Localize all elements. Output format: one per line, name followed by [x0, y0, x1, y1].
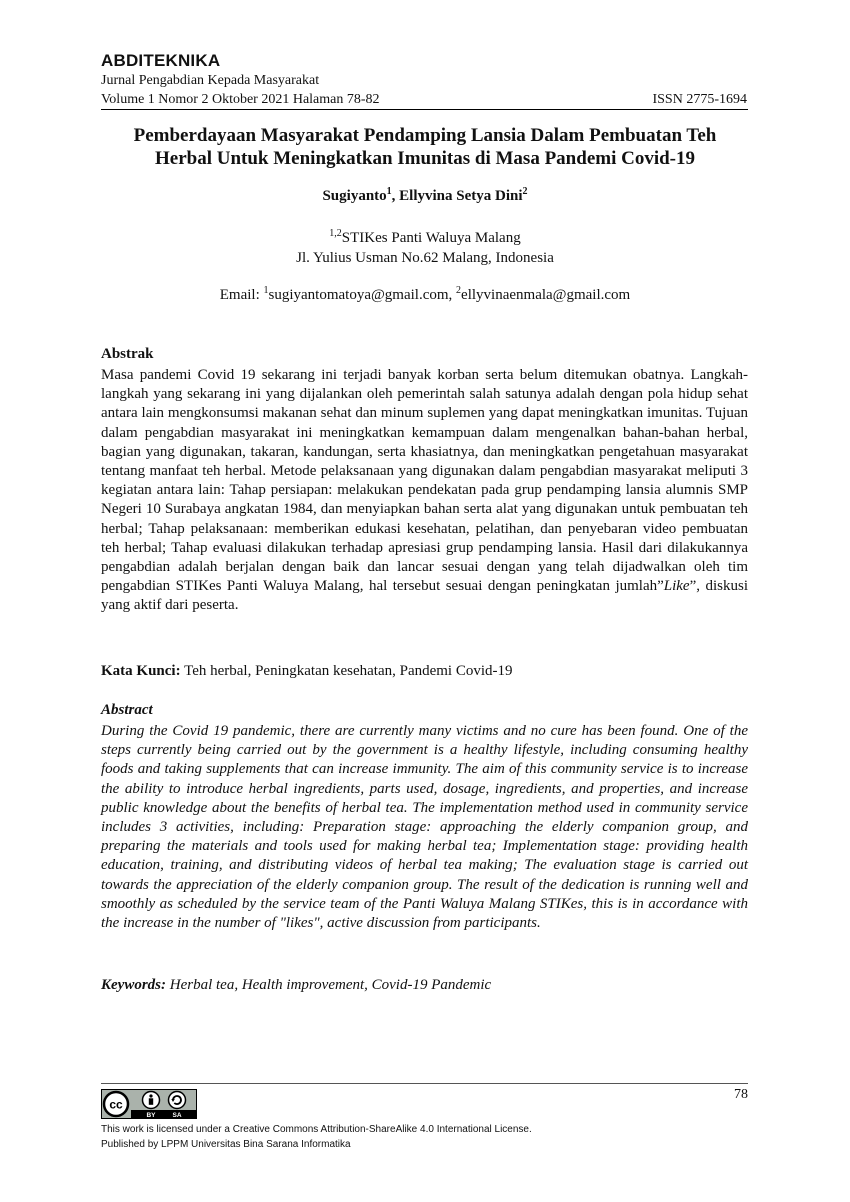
affiliation-address: Jl. Yulius Usman No.62 Malang, Indonesia: [296, 250, 554, 266]
affiliation-sup: 1,2: [329, 228, 342, 239]
header-rule: [101, 109, 748, 110]
svg-text:cc: cc: [109, 1097, 123, 1112]
author-1-sup: 1: [386, 186, 392, 197]
journal-issn: ISSN 2775-1694: [652, 92, 747, 107]
email-sup-1: 1: [263, 285, 269, 296]
abstract-body: During the Covid 19 pandemic, there are currently many victims and no cure has been found. One of the steps currently being carried out by the government is a healthy lifestyle, including consuming healthy foods and taking supplements that can increase immunity. The aim of this community service is to increase the ability to introduce herbal ingredients, parts used, dosage, ingredients, and properties, and increase public knowledge about the benefits of herbal tea. The implementation method used in community service includes 3 activities, including: Preparation stage: approaching the elderly companion group, and preparing the materials and tools used for making herbal tea; Implementation stage: providing health education, training, and distributing videos of herbal tea making; The evaluation stage is carried out towards the appreciation of the elderly companion group. The result of the dedication is running well and smoothly as scheduled by the service team of the Panti Waluya Malang STIKes, this is in accordance with the increase in the number of "likes", active discussion from participants.: [101, 723, 748, 932]
keywords: [101, 977, 748, 994]
footer-rule: [101, 1083, 748, 1084]
keywords-label: Keywords:: [101, 977, 166, 993]
cc-by-label: BY: [146, 1112, 156, 1119]
abstrak-body-part-2: ”, diskusi yang aktif dari peserta.: [101, 578, 748, 614]
author-2: Ellyvina Setya Dini: [399, 188, 523, 204]
email-2: ellyvinaenmala@gmail.com: [461, 287, 631, 303]
abstract-heading: Abstract: [101, 702, 153, 718]
abstrak-body-part-1: Masa pandemi Covid 19 sekarang ini terjadi banyak korban serta belum ditemukan obatnya. Langkah-langkah yang sekarang ini yang dijalankan oleh pemerintah salah satunya adalah dengan pola hidup sehat antara lain mengkonsumsi makanan sehat dan minum suplemen yang dapat meningkatkan imunitas. Tujuan dalam pengabdian masyarakat ini meningkatkan kemampuan dalam mengenalkan bahan-bahan herbal, bagian yang digunakan, takaran, kandungan, serta khasiatnya, dan meningkatkan pengetahuan masyarakat tentang manfaat teh herbal. Metode pelaksanaan yang digunakan dalam pengabdian masyarakat meliputi 3 kegiatan antara lain: Tahap persiapan: melakukan pendekatan pada grup pendamping lansia alumnis SMP Negeri 10 Surabaya angkatan 1984, dan menyiapkan bahan serta alat yang digunakan untuk pembuatan teh herbal; Tahap pelaksanaan: memberikan edukasi kesehatan, pelatihan, dan penyebaran video pembuatan teh herbal; Tahap evaluasi dilakukan terhadap apresiasi grup pendamping lansia. Hasil dari dilakukannya pengabdian adalah berjalan dengan baik dan lancar sesuai dengan yang telah dijadwalkan oleh tim pengabdian STIKes Panti Waluya Malang, hal tersebut sesuai dengan peningkatan jumlah”: [101, 367, 748, 595]
abstrak-heading: Abstrak: [101, 346, 154, 362]
abstrak-body-like: Like: [663, 578, 690, 595]
kata-kunci: [101, 663, 748, 680]
journal-brand: ABDITEKNIKA: [101, 51, 221, 70]
affiliation: [100, 228, 750, 268]
author-1: Sugiyanto: [322, 188, 387, 204]
author-separator: ,: [391, 188, 400, 204]
author-2-sup: 2: [522, 186, 528, 197]
journal-volume: Volume 1 Nomor 2 Oktober 2021 Halaman 78-82: [101, 92, 380, 107]
journal-subtitle: Jurnal Pengabdian Kepada Masyarakat: [101, 73, 320, 88]
page-number: 78: [734, 1087, 748, 1102]
keywords-text: Herbal tea, Health improvement, Covid-19 Pandemic: [166, 977, 492, 993]
abstrak-body: [101, 366, 748, 616]
title-line-1: Pemberdayaan Masyarakat Pendamping Lansia Dalam Pembuatan Teh: [133, 125, 717, 146]
kata-kunci-label: Kata Kunci:: [101, 663, 181, 679]
author-list: [100, 188, 750, 205]
license-text: This work is licensed under a Creative Commons Attribution-ShareAlike 4.0 International License.: [101, 1124, 532, 1135]
kata-kunci-text: Teh herbal, Peningkatan kesehatan, Pandemi Covid-19: [180, 663, 513, 679]
cc-sa-label: SA: [172, 1112, 182, 1119]
email-sup-2: 2: [456, 285, 462, 296]
email-label: Email:: [219, 287, 264, 303]
title-line-2: Herbal Untuk Meningkatkan Imunitas di Masa Pandemi Covid-19: [155, 148, 695, 169]
publisher-text: Published by LPPM Universitas Bina Sarana Informatika: [101, 1139, 351, 1150]
affiliation-institution: STIKes Panti Waluya Malang: [341, 230, 521, 246]
email-1: sugiyantomatoya@gmail.com,: [268, 287, 457, 303]
paper-title: [100, 124, 750, 170]
email-line: [100, 287, 750, 304]
cc-by-sa-badge-icon: [101, 1089, 197, 1119]
